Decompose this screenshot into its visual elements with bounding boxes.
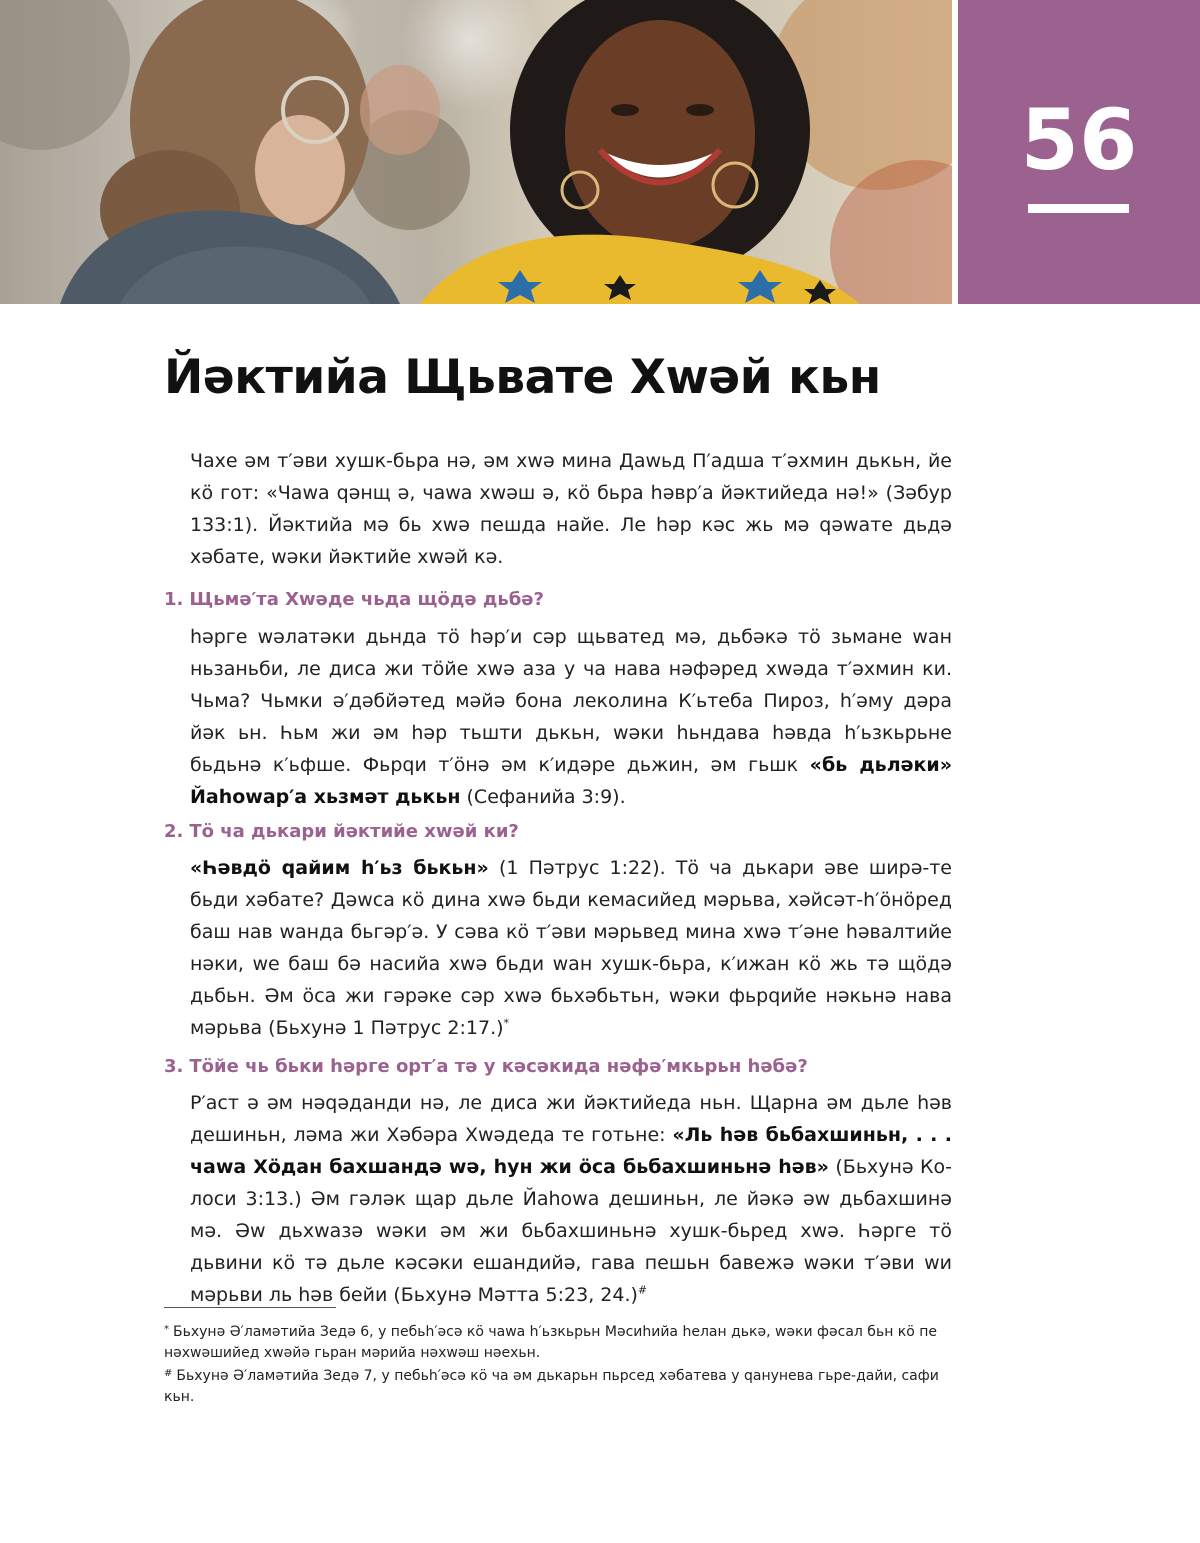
footnote-1 [164, 1319, 954, 1364]
question-2-text: Тӧ ча дькари йәктийе хwәй ки? [189, 821, 519, 842]
answer-3-paragraph [190, 1087, 952, 1311]
question-1 [164, 588, 954, 612]
footnote-ref-hash[interactable]: # [637, 1283, 648, 1297]
header-photo [0, 0, 952, 304]
footnote-ref-star[interactable]: * [503, 1016, 510, 1030]
question-3-number: 3. [164, 1056, 184, 1077]
answer-1-text-a: һәрге wәлатәки дьнда тӧ һәр′и сәр щьватед мә, дьбәкә тӧ зьмане wан ньзаньби, ле диса жи тӧйе хwә аза у ча нава нәфәред хwәда т′әхмин ки. Чьма? Чьмки ә′дәбйәтед мәйә бона леколина К′ьтеба Пироз, һ′әму дәра йәк ьн. Һьм жи әм һәр тьшти дькьн, wәки һьндава һәвда һ′ьзкьрьне бьдьнә к′ьфше. Фьрqи т′ӧнә әм к′идәре дьжин, әм гьшк [190, 626, 952, 776]
footnote-1-mark: * [164, 1324, 169, 1335]
question-1-text: Щьмә′та Хwәде чьда щӧдә дьбә? [189, 589, 544, 610]
question-1-number: 1. [164, 589, 184, 610]
page-title: Йәктийа Щьвате Хwәй кьн [164, 350, 881, 405]
footnote-2-text: Бьхунә Ә′ламәтийа Зедә 7, у пебьһ′әсә кӧ ча әм дькарьн пьрсед хәбатева у qанунева гьре-дайи, сафи кьн. [164, 1368, 939, 1405]
footnote-1-text: Бьхунә Ә′ламәтийа Зедә 6, у пебьһ′әсә кӧ чаwа һ′ьзкьрьн Мәсиһийа һелан дькә, wәки фәсал бьн кӧ пе нәхwәшийед хwәйә гьран мәрийа нәхwәш нәехьн. [164, 1324, 938, 1361]
answer-2-text: (1 Пәтрус 1:22). Тӧ ча дькари әве ширә-те бьди хәбате? Дәwса кӧ дина хwә бьди кемасийед мәрьва, хәйсәт-һ′ӧнӧред баш нав wанда бьгәр′ә. У сәва кӧ т′әви мәрьвед мина хwә т′әне һәвалтийе нәки, wе баш бә насийа хwә бьди wан хушк-бьра, к′ижан кӧ жь тә щӧдә дьбьн. Әм ӧса жи гәрәке сәр хwә бьхәбьтьн, wәки фьрqийе нәкьнә нава мәрьва (Бьхунә 1 Пәтрус 2:17.) [190, 857, 952, 1039]
footnote-divider [164, 1307, 336, 1308]
answer-3-text-a: Р′аст ә әм нәqәданди нә, ле диса жи йәктийеда ньн. Щарна әм дьле һәв дешиньн, ләма жи Хәбәра Хwәдеда те готьне: [190, 1092, 952, 1146]
header-photo-illustration [0, 0, 952, 304]
question-3 [164, 1055, 954, 1079]
footnote-2-mark: # [164, 1368, 173, 1379]
lesson-number-badge [958, 0, 1200, 304]
lesson-number-underline [1028, 204, 1129, 213]
lesson-number: 56 [1020, 91, 1138, 189]
answer-2-emphasis: «Һәвдӧ qайим һ′ьз бькьн» [190, 857, 489, 879]
question-3-text: Тӧйе чь бьки һәрге орт′а тә у кәсәкида нәфә′мкьрьн һәбә? [189, 1056, 808, 1077]
answer-3-emphasis: «Ль һәв бьбахшиньн, . . . чаwа Хӧдан бахшандә wә, һун жи ӧса бьбахшиньнә һәв» [190, 1124, 952, 1178]
question-2-number: 2. [164, 821, 184, 842]
question-2 [164, 820, 954, 844]
answer-1-paragraph [190, 621, 952, 813]
answer-1-text-b: (Сефанийа 3:9). [460, 786, 626, 808]
answer-3-text-b: (Бьхунә Ко-лоси 3:13.) Әм гәләк щар дьле Йаһоwа дешиньн, ле йәкә әw дьбахшинә мә. Әw дьхwазә wәки әм жи бьбахшиньнә хушк-бьред хwә. Һәрге тӧ дьвини кӧ тә дьле кәсәки ешандийә, гава пешьн бавежә wәки т′әви wи мәрьви ль һәв бейи (Бьхунә Мәтта 5:23, 24.) [190, 1156, 953, 1306]
answer-1-emphasis: «бь дьләки» Йаһоwар′а хьзмәт дькьн [190, 754, 952, 808]
answer-2-paragraph [190, 852, 952, 1044]
intro-paragraph: Чахе әм т′әви хушк-бьра нә, әм хwә мина Даwьд П′адша т′әхмин дькьн, йе кӧ гот: «Чаwа qәнщ ә, чаwа хwәш ә, кӧ бьра һәвр′а йәктийеда нә!» (Зәбур 133:1). Йәктийа мә бь хwә пешда найе. Ле һәр кәс жь мә qәwате дьдә хәбате, wәки йәктийе хwәй кә. [190, 450, 952, 568]
footnote-2 [164, 1363, 954, 1408]
